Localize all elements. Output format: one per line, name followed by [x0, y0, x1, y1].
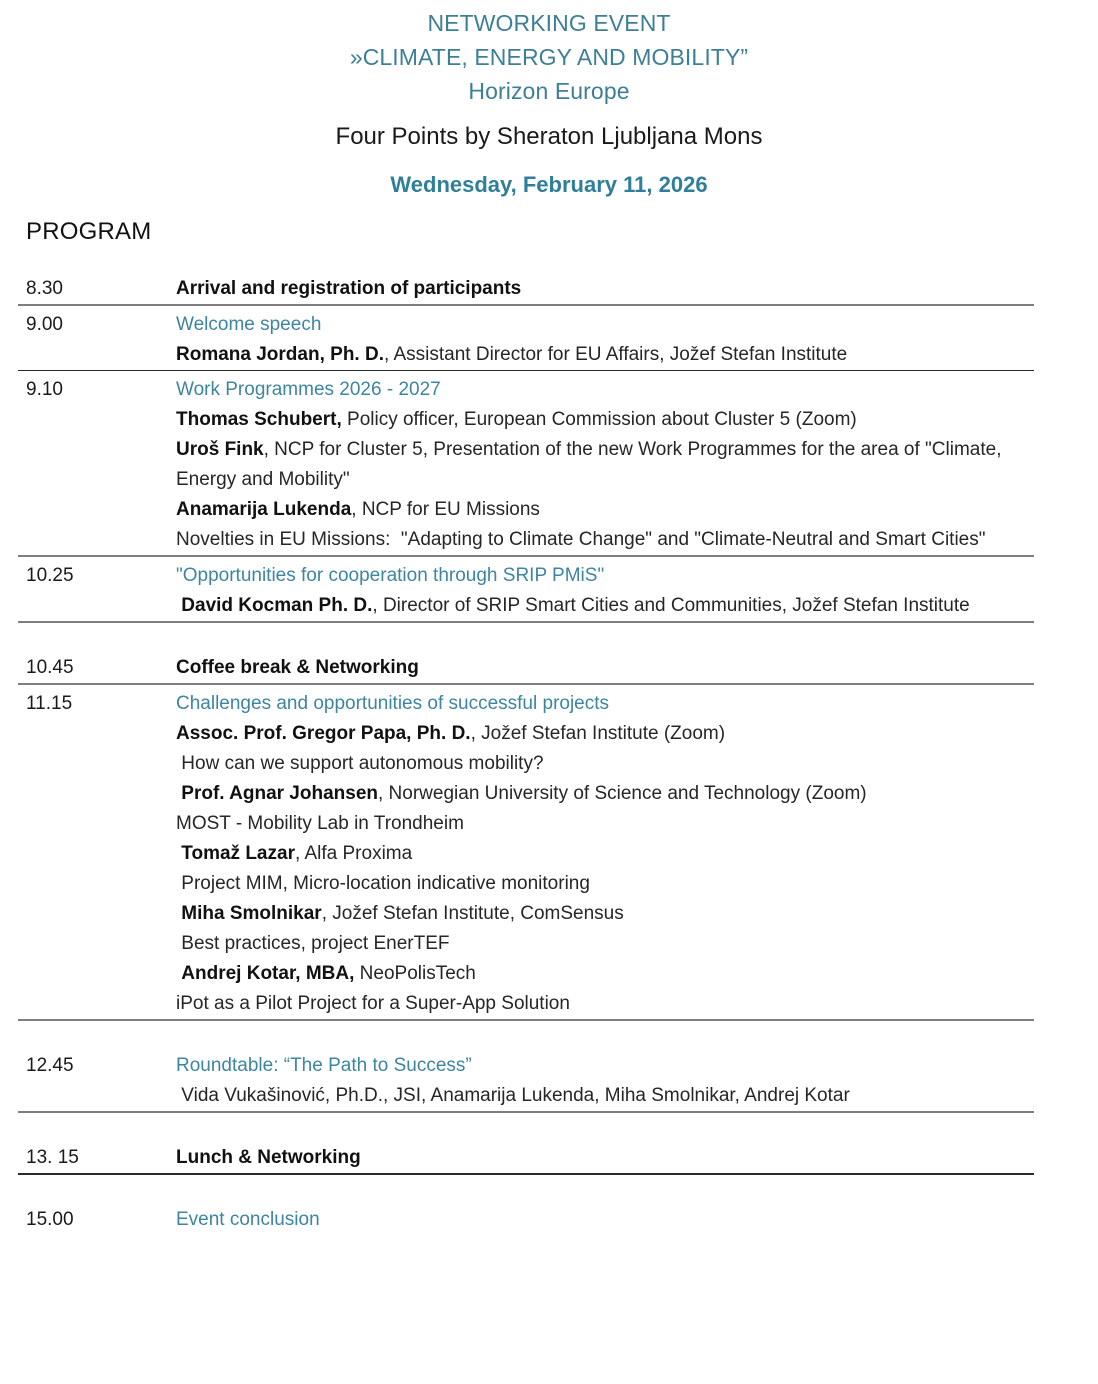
speaker-name: Uroš Fink — [176, 439, 264, 460]
session-time: 10.25 — [18, 556, 176, 622]
session-content — [176, 270, 1034, 305]
speaker-affiliation: NeoPolisTech — [354, 963, 476, 984]
session-speaker — [176, 899, 1034, 929]
speaker-affiliation: , NCP for Cluster 5, Presentation of the new Work Programmes for the area of "Climate, Energy and Mobility" — [176, 439, 1007, 490]
event-title-line-1: NETWORKING EVENT — [427, 10, 671, 36]
session-time: 8.30 — [18, 270, 176, 305]
table-row — [18, 1020, 1034, 1112]
speaker-affiliation: , Jožef Stefan Institute, ComSensus — [321, 903, 624, 924]
session-heading: Coffee break & Networking — [176, 657, 419, 678]
speaker-affiliation: , Jožef Stefan Institute (Zoom) — [470, 723, 726, 744]
speaker-affiliation: Policy officer, European Commission about Cluster 5 (Zoom) — [341, 409, 857, 430]
session-time: 10.45 — [18, 622, 176, 684]
session-heading: Work Programmes 2026 - 2027 — [176, 379, 441, 400]
session-detail: iPot as a Pilot Project for a Super-App Solution — [176, 993, 570, 1014]
session-speaker — [176, 959, 1034, 989]
session-speaker — [176, 779, 1034, 809]
speaker-affiliation: , Norwegian University of Science and Technology (Zoom) — [378, 783, 867, 804]
session-speaker — [176, 839, 1034, 869]
speaker-affiliation: , Director of SRIP Smart Cities and Communities, Jožef Stefan Institute — [372, 595, 970, 616]
session-speaker — [176, 495, 1034, 525]
session-heading: Lunch & Networking — [176, 1147, 361, 1168]
speaker-name: Romana Jordan, Ph. D. — [176, 344, 384, 365]
session-content — [176, 1174, 1034, 1235]
session-heading: Challenges and opportunities of successful projects — [176, 693, 610, 714]
speaker-name: Andrej Kotar, MBA, — [176, 963, 355, 984]
table-row — [18, 622, 1034, 684]
table-row — [18, 684, 1034, 1020]
session-time: 9.00 — [18, 305, 176, 371]
session-detail: Project MIM, Micro-location indicative monitoring — [176, 873, 590, 894]
table-row — [18, 556, 1034, 622]
session-heading: Arrival and registration of participants — [176, 278, 522, 299]
session-content — [176, 1020, 1034, 1112]
session-speaker — [176, 435, 1034, 495]
session-time: 13. 15 — [18, 1112, 176, 1174]
session-heading: Event conclusion — [176, 1209, 320, 1230]
event-title-line-2: »CLIMATE, ENERGY AND MOBILITY” — [349, 44, 749, 70]
session-content — [176, 622, 1034, 684]
session-detail: MOST - Mobility Lab in Trondheim — [176, 813, 464, 834]
speaker-name: Assoc. Prof. Gregor Papa, Ph. D. — [176, 723, 471, 744]
session-detail: Best practices, project EnerTEF — [176, 933, 450, 954]
session-content — [176, 684, 1034, 1020]
speaker-name: Thomas Schubert, — [176, 409, 342, 430]
speaker-name: Miha Smolnikar — [176, 903, 322, 924]
session-speaker — [176, 405, 1034, 435]
speaker-affiliation: , Assistant Director for EU Affairs, Jožef Stefan Institute — [383, 344, 848, 365]
session-time: 15.00 — [26, 1209, 74, 1230]
session-detail: How can we support autonomous mobility? — [176, 753, 544, 774]
table-row — [18, 371, 1034, 557]
table-row — [18, 1174, 1034, 1235]
session-content — [176, 556, 1034, 622]
session-heading: "Opportunities for cooperation through SRIP PMiS" — [176, 565, 605, 586]
table-row — [18, 1112, 1034, 1174]
document-header — [0, 0, 1098, 200]
table-row — [18, 270, 1034, 305]
table-row — [18, 305, 1034, 371]
speaker-affiliation: , NCP for EU Missions — [351, 499, 540, 520]
speaker-name: Prof. Agnar Johansen — [176, 783, 378, 804]
session-content — [176, 371, 1034, 557]
session-content — [176, 1112, 1034, 1174]
session-speaker — [176, 719, 1034, 749]
speaker-name: Anamarija Lukenda — [176, 499, 352, 520]
session-content — [176, 305, 1034, 371]
page-title: PROGRAM — [26, 218, 152, 245]
speaker-name: Tomaž Lazar — [176, 843, 295, 864]
session-detail: Vida Vukašinović, Ph.D., JSI, Anamarija Lukenda, Miha Smolnikar, Andrej Kotar — [176, 1085, 850, 1106]
session-speaker — [176, 340, 1034, 370]
session-heading: Roundtable: “The Path to Success” — [176, 1055, 472, 1076]
session-time: 9.10 — [18, 371, 176, 557]
event-title-line-3: Horizon Europe — [468, 78, 630, 104]
session-speaker — [176, 591, 1034, 621]
speaker-name: David Kocman Ph. D. — [176, 595, 373, 616]
event-venue: Four Points by Sheraton Ljubljana Mons — [335, 123, 763, 150]
session-time: 11.15 — [18, 684, 176, 1020]
session-time: 12.45 — [18, 1020, 176, 1112]
program-schedule-table — [18, 270, 1034, 1235]
session-heading: Welcome speech — [176, 314, 322, 335]
event-date: Wednesday, February 11, 2026 — [390, 172, 708, 197]
speaker-affiliation: , Alfa Proxima — [294, 843, 413, 864]
session-detail: Novelties in EU Missions: "Adapting to Climate Change" and "Climate-Neutral and Smart Cities" — [176, 529, 986, 550]
